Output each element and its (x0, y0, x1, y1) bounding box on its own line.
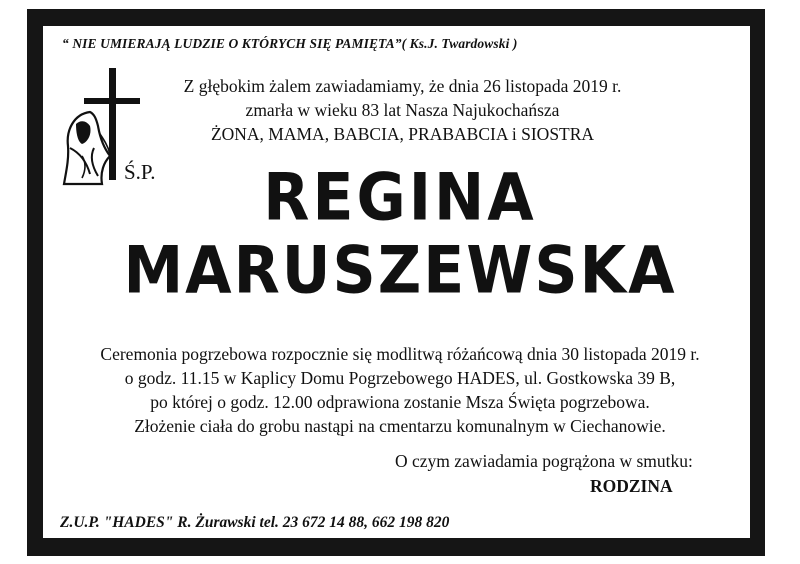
announcement-line: Z głębokim żalem zawiadamiamy, że dnia 26 listopada 2019 r. (183, 76, 622, 96)
ceremony-line: Ceremonia pogrzebowa rozpocznie się modlitwą różańcową dnia 30 listopada 2019 r. (100, 344, 700, 364)
deceased-first-name: REGINA (263, 160, 537, 236)
motto-quote: “ NIE UMIERAJĄ LUDZIE O KTÓRYCH SIĘ PAMIĘTA”( Ks.J. Twardowski ) (62, 36, 518, 51)
deceased-last-name: MARUSZEWSKA (123, 233, 677, 309)
ceremony-line: Złożenie ciała do grobu nastąpi na cmentarzu komunalnym w Ciechanowie. (134, 416, 666, 436)
family-signature: RODZINA (590, 476, 673, 496)
mourners-line: O czym zawiadamia pogrążona w smutku: (395, 451, 693, 471)
sp-label: Ś.P. (124, 160, 156, 184)
ceremony-line: po której o godz. 12.00 odprawiona zostanie Msza Święta pogrzebowa. (150, 392, 650, 412)
funeral-home-contact: Z.U.P. "HADES" R. Żurawski tel. 23 672 14 88, 662 198 820 (60, 514, 450, 531)
announcement-line: ŻONA, MAMA, BABCIA, PRABABCIA i SIOSTRA (210, 124, 595, 144)
funeral-ceremony-details (60, 342, 740, 438)
announcement-line: zmarła w wieku 83 lat Nasza Najukochańsza (245, 100, 560, 120)
ceremony-line: o godz. 11.15 w Kaplicy Domu Pogrzebowego HADES, ul. Gostkowska 39 B, (124, 368, 676, 388)
death-announcement (150, 74, 655, 146)
